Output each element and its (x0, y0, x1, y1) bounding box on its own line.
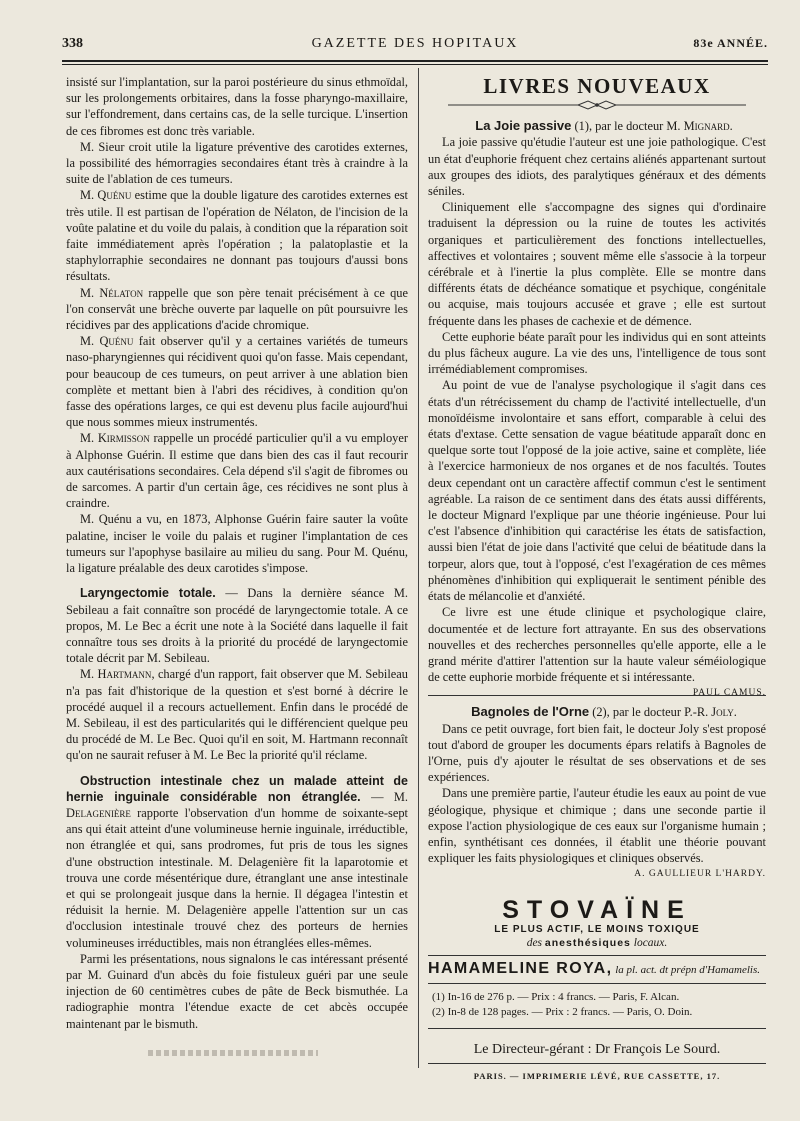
page-number: 338 (62, 36, 83, 51)
ad-stovaine-title: STOVAÏNE (502, 895, 692, 924)
section-title: Laryngectomie totale. (80, 586, 216, 601)
paragraph: M. Sieur croit utile la ligature préventive des carotides externes, la possibilité des hémorragies secondaires étant très à craindre à la suite de l'ablation de ces tumeurs. (66, 139, 408, 187)
journal-title: GAZETTE DES HOPITAUX (311, 36, 519, 51)
divider (428, 1028, 766, 1029)
ad-hamameline: HAMAMELINE ROYA, la pl. act. dt prépn d'Hamamelis. (428, 959, 760, 977)
paragraph: insisté sur l'implantation, sur la paroi postérieure du sinus ethmoïdal, sur les prolongements orbitaires, dans la fosse pharyngo-maxillaire, sur l'effondrement, dans certains cas, de la selle turcique. L'insertion de ces fibromes est donc très variable. (66, 75, 408, 138)
ornament-rule-icon (428, 98, 766, 112)
paragraph: M. Quénu fait observer qu'il y a certaines variétés de tumeurs naso-pharyngiennes qui récidivent quoi qu'on fasse. Mais cependant, pour beaucoup de ces tumeurs, on peut arriver à une ablation bien complète et mettant bien à l'abri des récidives, à condition qu'on fasse des opérations larges, ce qui est devenu plus facile aujourd'hui que nous sommes mieux instrumentés. (66, 334, 408, 430)
paragraph: Dans ce petit ouvrage, fort bien fait, le docteur Joly s'est proposé tout d'abord de grouper les documents épars relatifs à Bagnoles de l'Orne, puis d'y ajouter le résultat de ses observations et de ses expériences. (428, 721, 766, 785)
book-title-joie: La Joie passive (1), par le docteur M. Mignard. (475, 118, 733, 134)
paragraph: M. Quénu a vu, en 1873, Alphonse Guérin faire sauter la voûte palatine, inciser le voile du palais et ruginer l'implantation de ces tumeurs sur l'apophyse basilaire au milieu du sang. Pour M. Quénu, la ligature préalable des deux carotides s'impose. (66, 512, 408, 576)
page-header (62, 36, 768, 56)
paragraph: Ce livre est une étude clinique et psychologique claire, documentée et de lecture fort attrayante. En sus des observations nouvelles et des recherches personnelles qu'elle apporte, elle a le grand mérite d'attirer l'attention sur la haute valeur séméiologique de cette euphorie morbide fréquente et si intéressante. PAUL CAMUS. (428, 604, 766, 685)
ad-stovaine-tagline: des anesthésiques locaux. (526, 936, 668, 949)
paragraph: M. Hartmann, chargé d'un rapport, fait observer que M. Sebileau n'a pas fait d'historique de la question et s'est borné à décrire le procédé auquel il a recours actuellement. Enfin dans le procédé de M. Sebileau, il est des particularités qui le différencient quelque peu du procédé de M. Le Bec. Quoi qu'il en soit, M. Hartmann reconnaît qu'on ne saurait refuser à M. Le Bec la priorité qu'il réclame. (66, 667, 409, 763)
year-label: 83e ANNÉE. (693, 36, 768, 50)
section-title: Obstruction intestinale chez un malade atteint de hernie inguinale considérable non étranglée. (66, 773, 408, 804)
paragraph: Au point de vue de l'analyse psychologique il s'agit dans ces états d'un rétrécissement du champ de l'activité intellectuelle, d'un monoïdéisme involontaire et sans effort, comparable à celui des états d'extase. Cette sensation de vague béatitude apparaît donc en quelque sorte tout l'opposé de la joie active, saine et complète, liée à l'exercice harmonieux de nos organes et de nos facultés. Toutes deux cependant ont un caractère affectif commun c'est le sentiment agréable. La raison de ce sentiment dans des états aussi différents, le docteur Mignard l'explique par une théorie ingénieuse. Pour lui c'est l'absence d'inhibition qui caractérise les états de satisfaction, aussi bien l'état de joie dans l'activité que celui de béatitude dans la torpeur, alors que, tout à l'opposé, c'est l'exagération de ces mêmes phénomènes d'inhibition qui expliquerait le sentiment pénible des états de mélancolie et d'anxiété. (428, 378, 766, 604)
footnote: (2) In-8 de 128 pages. — Prix : 2 francs. — Paris, O. Doin. (432, 1005, 693, 1018)
ad-stovaine-subtitle: LE PLUS ACTIF, LE MOINS TOXIQUE (494, 923, 700, 935)
left-column (66, 74, 408, 1032)
signature: A. GAULLIEUR L'HARDY. (634, 869, 766, 880)
directeur-gerant: Le Directeur-gérant : Dr François Le Sourd. (473, 1041, 721, 1057)
section-obstruction: Obstruction intestinale chez un malade atteint de hernie inguinale considérable non étranglée. — M. Delagenière rapporte l'observation d'un homme de soixante-sept ans qui était atteint d'une volumineuse hernie inguinale, irréductible, non étranglée et qui, sans prodromes, fut pris de tous les signes d'une obstruction intestinale. M. Delagenière fit la laparotomie et trouva une corde mésentérique dure, étranglant une anse intestinale et qui se prolongeait jusque dans la hernie. Il dégagea l'intestin et réduisit la hernie. M. Delagenière appelle l'attention sur un cas d'occlusion intestinale trouvé chez des porteurs de hernies volumineuses irréductibles, mais non étranglées elles-mêmes. (66, 773, 408, 950)
column-separator (418, 68, 419, 1068)
header-rule-thin (62, 64, 768, 65)
paragraph: Cette euphorie béate paraît pour les individus qui en sont atteints du plus fâcheux augure. La vie des uns, l'intelligence de tous sont irrémédiablement compromises. (428, 329, 766, 377)
paragraph: Parmi les présentations, nous signalons le cas intéressant présenté par M. Guinard d'un abcès du foie fistuleux guéri par une seule injection de 60 centimètres cubes de pâte de Beck bismuthée. La radiographie montra l'étendue exacte de cet abcès occupée maintenant par le bismuth. (66, 951, 408, 1031)
paragraph: M. Nélaton rappelle que son père tenait précisément à ce que l'on conservât une brèche ouverte par laquelle on pût poursuivre les récidives par des applications d'acide chromique. (66, 285, 408, 333)
divider (428, 1063, 766, 1064)
header-rule (62, 60, 768, 62)
divider (428, 955, 766, 956)
paragraph: M. Kirmisson rappelle un procédé particulier qu'il a vu employer à Alphonse Guérin. Il estime que dans bien des cas il faut recourir aux cautérisations secondaires. Cela dépend s'il s'agit de fibromes ou de sarcomes. A partir d'un certain âge, ces récidives ne sont plus à craindre. (66, 431, 408, 511)
paragraph: Cliniquement elle s'accompagne des signes qui d'ordinaire traduisent la dépression ou la ruine de toutes les activités organiques et particulièrement des fonctions intellectuelles, affectives et volontaires ; souvent même elle s'associe à la torpeur cérébrale et à l'inertie la plus complète. Elle se montre dans différents états de déchéance somatique et psychique, congénitale ou acquise, mais toujours accusée et grave ; elle est surtout fréquente dans les phases de cachexie et de démence. (428, 200, 766, 328)
divider (428, 983, 766, 984)
section-laryngectomie: Laryngectomie totale. — Dans la dernière séance M. Sebileau a fait connaître son procédé de laryngectomie totale. A ce propos, M. Le Bec a écrit une note à la Société dans laquelle il fait connaître tous ses droits à la priorité du procédé de laryngectomie totale décrit par M. Sebileau. (66, 586, 408, 666)
book-title-bagnoles: Bagnoles de l'Orne (2), par le docteur P.-R. Joly. (471, 704, 737, 720)
section-title-livres: LIVRES NOUVEAUX (483, 74, 711, 98)
footnotes (428, 990, 766, 1020)
paragraph: M. Quénu estime que la double ligature des carotides externes est très utile. Il est partisan de l'opération de Nélaton, de l'incision de la voûte palatine et du voile du palais, à condition que la réparation soit faite immédiatement après l'opération ; la palatoplastie et la staphylorraphie secondaires ne donnant pas toujours d'aussi bons résultats. (66, 188, 408, 284)
signature: PAUL CAMUS. (692, 688, 766, 699)
footnote: (1) In-16 de 276 p. — Prix : 4 francs. — Paris, F. Alcan. (432, 990, 680, 1003)
paragraph: Dans une première partie, l'auteur étudie les eaux au point de vue géologique, physique et chimique ; dans une seconde partie il expose l'action physiologique de ces eaux sur l'organisme humain ; enfin, synthétisant ces données, il établit une théorie pouvant expliquer les faits physiologiques et cliniques observés. (428, 786, 766, 866)
paragraph: La joie passive qu'étudie l'auteur est une joie pathologique. C'est un état d'euphorie fréquent chez certains aliénés appartenant surtout aux groupes des idiots, des paralytiques généraux et des déments séniles. (428, 135, 766, 199)
imprimerie: PARIS. — IMPRIMERIE LÉVÉ, RUE CASSETTE, 17. (473, 1070, 721, 1081)
printer-mark (148, 1050, 318, 1056)
right-column (428, 74, 766, 1084)
